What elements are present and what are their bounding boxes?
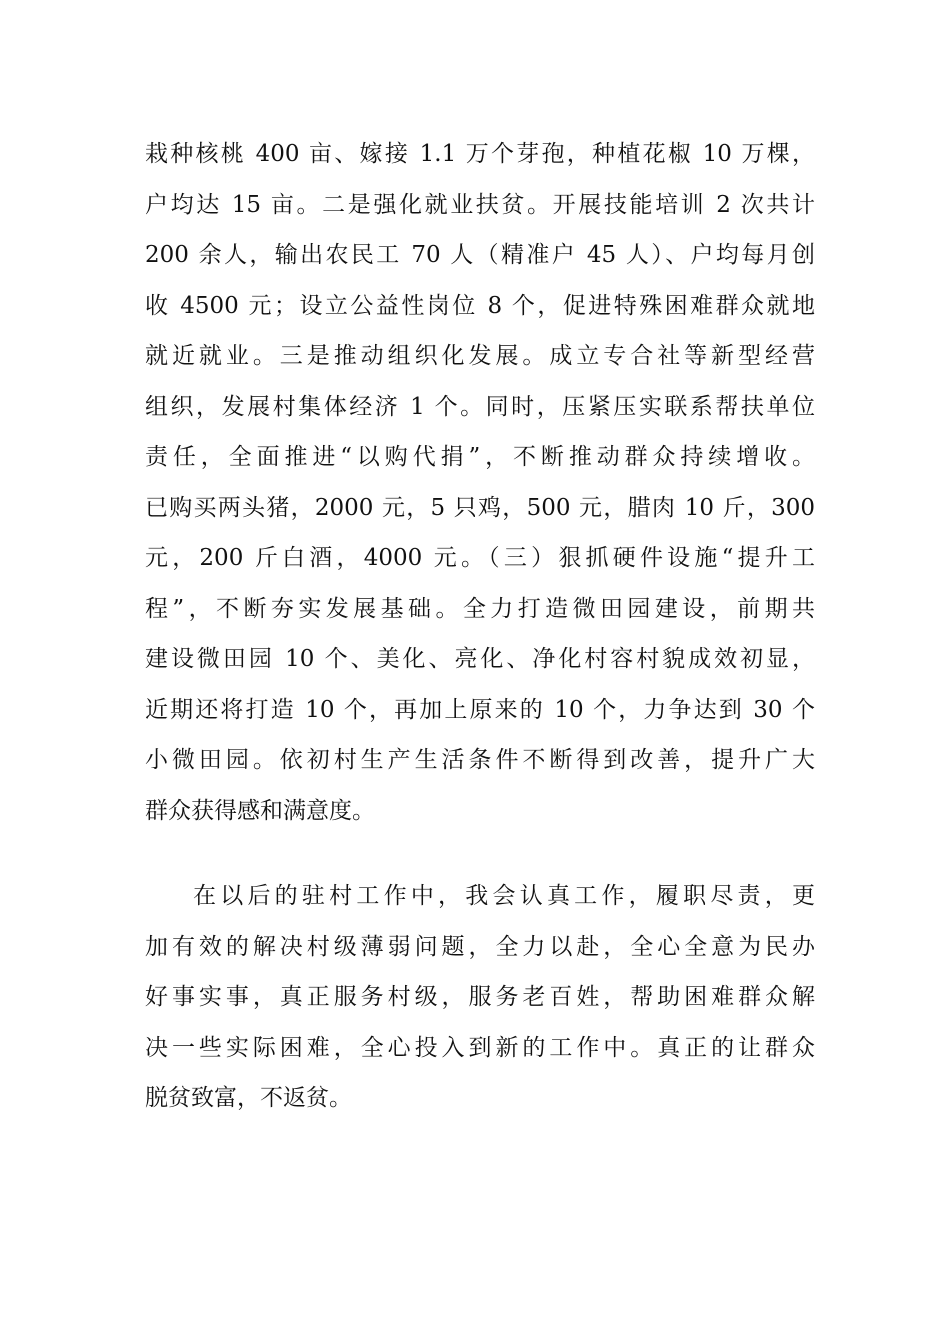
body-paragraph-2 (145, 871, 815, 1124)
paragraph-line: 组织，发展村集体经济 1 个。同时，压紧压实联系帮扶单位 (145, 393, 815, 420)
paragraph-line: 脱贫致富，不返贫。 (145, 1085, 352, 1111)
paragraph-line: 建设微田园 10 个、美化、亮化、净化村容村貌成效初显， (145, 646, 815, 672)
paragraph-line: 户均达 15 亩。二是强化就业扶贫。开展技能培训 2 次共计 (145, 191, 815, 218)
paragraph-line: 200 余人，输出农民工 70 人（精准户 45 人）、户均每月创 (145, 242, 815, 268)
paragraph-line: 在以后的驻村工作中，我会认真工作，履职尽责，更 (193, 883, 815, 909)
paragraph-line: 群众获得感和满意度。 (145, 797, 375, 824)
body-paragraph-1 (145, 129, 815, 836)
paragraph-line: 决一些实际困难，全心投入到新的工作中。真正的让群众 (145, 1034, 815, 1061)
paragraph-line: 近期还将打造 10 个，再加上原来的 10 个，力争达到 30 个 (145, 696, 815, 723)
paragraph-line: 好事实事，真正服务村级，服务老百姓，帮助困难群众解 (145, 984, 815, 1010)
paragraph-line: 责任，全面推进“以购代捐”，不断推动群众持续增收。 (145, 444, 815, 470)
paragraph-line: 已购买两头猪，2000 元，5 只鸡，500 元，腊肉 10 斤，300 (145, 494, 815, 521)
paragraph-line: 加有效的解决村级薄弱问题，全力以赴，全心全意为民办 (145, 933, 815, 960)
paragraph-line: 小微田园。依初村生产生活条件不断得到改善，提升广大 (145, 747, 815, 773)
paragraph-line: 收 4500 元；设立公益性岗位 8 个，促进特殊困难群众就地 (145, 292, 815, 319)
paragraph-line: 栽种核桃 400 亩、嫁接 1.1 万个芽孢，种植花椒 10 万棵， (145, 141, 815, 167)
paragraph-line: 就近就业。三是推动组织化发展。成立专合社等新型经营 (145, 343, 815, 369)
paragraph-line: 程”，不断夯实发展基础。全力打造微田园建设，前期共 (145, 595, 815, 622)
paragraph-line: 元，200 斤白酒，4000 元。（三）狠抓硬件设施“提升工 (145, 545, 815, 571)
